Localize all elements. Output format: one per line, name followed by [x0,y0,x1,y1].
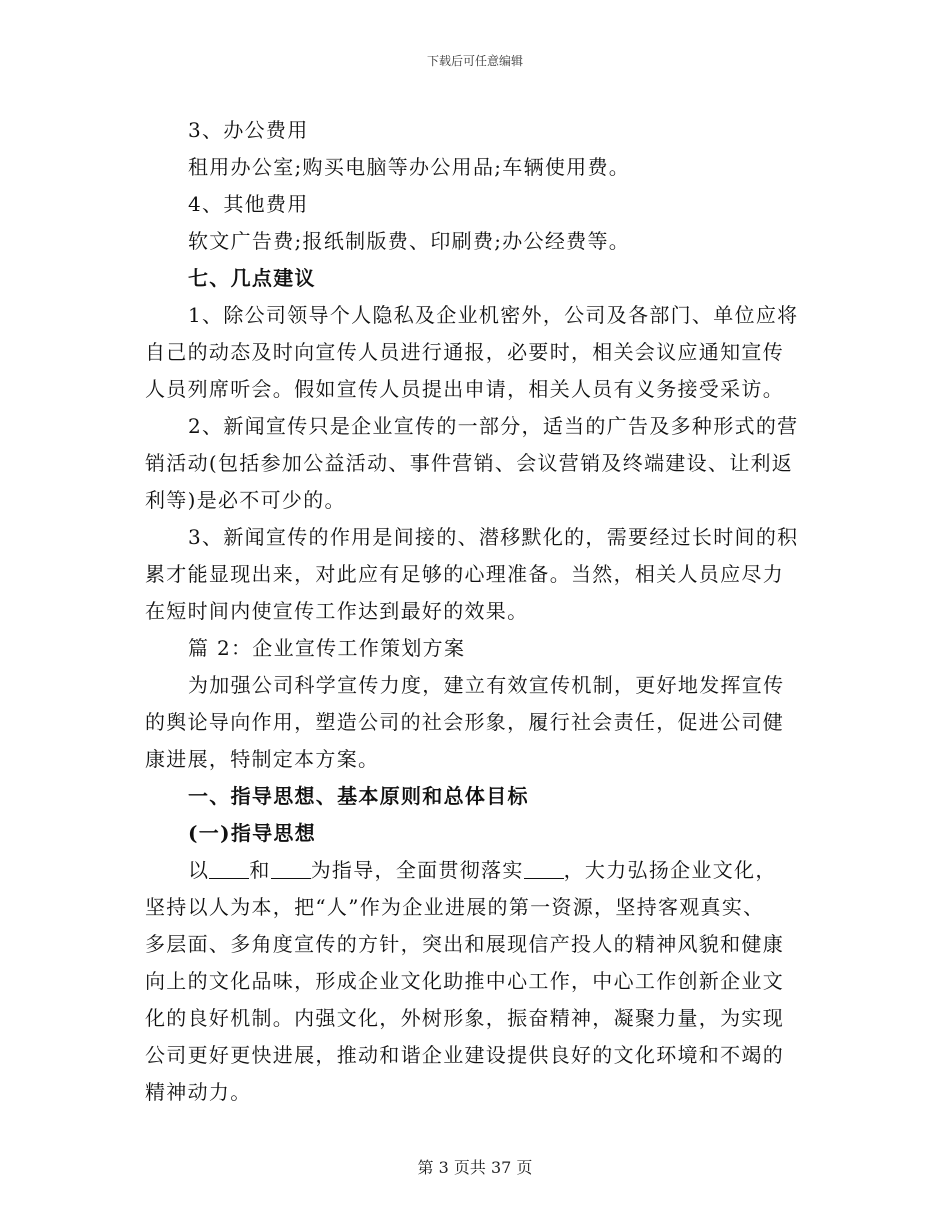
fill-blank [524,858,564,879]
guide-line-7: 精神动力。 [145,1080,252,1104]
suggestion-1-line-3: 人员列席听会。假如宣传人员提出申请，相关人员有义务接受采访。 [145,377,784,401]
fill-blank [271,858,311,879]
suggestion-2-line-3: 利等)是必不可少的。 [145,488,346,512]
heading-office-costs: 3、办公费用 [188,118,309,142]
intro-line-2: 的舆论导向作用，塑造公司的社会形象，履行社会责任，促进公司健 [145,710,784,734]
guide-line-5: 化的良好机制。内强文化，外树形象，振奋精神，凝聚力量，为实现 [145,1006,784,1030]
guide-line-3: 多层面、多角度宣传的方针，突出和展现信产投人的精神风貌和健康 [145,932,784,956]
suggestion-1-line-2: 自己的动态及时向宣传人员进行通报，必要时，相关会议应通知宣传 [145,340,784,364]
page-header: 下载后可任意编辑 [426,54,523,68]
guide-line-6: 公司更好更快进展，推动和谐企业建设提供良好的文化环境和不竭的 [145,1043,784,1067]
heading-other-costs: 4、其他费用 [188,192,309,216]
suggestion-3-line-3: 在短时间内使宣传工作达到最好的效果。 [145,599,529,623]
guide-text-b: 和 [249,858,271,882]
paragraph-other-costs: 软文广告费;报纸制版费、印刷费;办公经费等。 [188,229,631,253]
section-heading-guiding: 一、指导思想、基本原则和总体目标 [188,784,529,808]
fill-blank [209,858,249,879]
guide-line-4: 向上的文化品味，形成企业文化助推中心工作，中心工作创新企业文 [145,969,784,993]
subsection-heading-guiding: (一)指导思想 [188,821,317,845]
suggestion-3-line-1: 3、新闻宣传的作用是间接的、潜移默化的，需要经过长时间的积 [188,525,799,549]
suggestion-2-line-1: 2、新闻宣传只是企业宣传的一部分，适当的广告及多种形式的营 [188,414,799,438]
paragraph-office-costs: 租用办公室;购买电脑等办公用品;车辆使用费。 [188,155,631,179]
intro-line-3: 康进展，特制定本方案。 [145,747,380,771]
suggestion-2-line-2: 销活动(包括参加公益活动、事件营销、会议营销及终端建设、让利返 [145,451,794,475]
document-body [145,112,805,1111]
section-heading-suggestions: 七、几点建议 [188,266,316,290]
chapter-heading: 篇 2：企业宣传工作策划方案 [188,636,466,660]
guide-line-1 [145,852,805,889]
guide-text-d: ，大力弘扬企业文化， [563,858,777,882]
suggestion-1-line-1: 1、除公司领导个人隐私及企业机密外，公司及各部门、单位应将 [188,303,799,327]
guide-line-2: 坚持以人为本，把“人”作为企业进展的第一资源，坚持客观真实、 [145,895,765,919]
guide-text-a: 以 [188,858,210,882]
intro-line-1: 为加强公司科学宣传力度，建立有效宣传机制，更好地发挥宣传 [188,673,785,697]
suggestion-3-line-2: 累才能显现出来，对此应有足够的心理准备。当然，相关人员应尽力 [145,562,784,586]
guide-text-c: 为指导，全面贯彻落实 [310,858,524,882]
page-footer: 第 3 页共 37 页 [417,1158,533,1177]
